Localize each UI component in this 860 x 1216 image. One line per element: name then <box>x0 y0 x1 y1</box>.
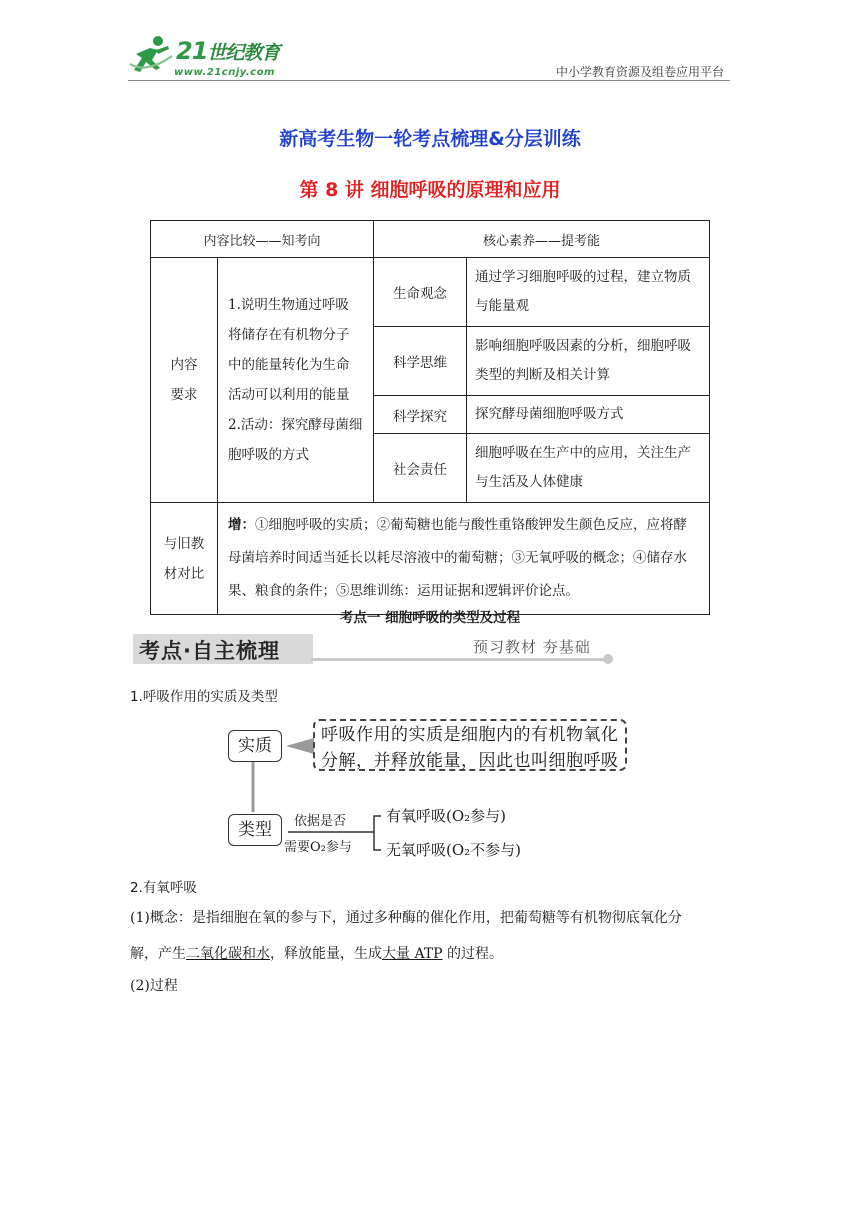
literacy-description: 影响细胞呼吸因素的分析，细胞呼吸类型的判断及相关计算 <box>467 327 710 396</box>
logo-number: 21 <box>176 37 208 65</box>
anaerobic-type: 无氧呼吸(O₂不参与) <box>386 841 522 859</box>
comparison-content <box>218 503 710 615</box>
aerobic-type: 有氧呼吸(O₂参与) <box>386 807 507 825</box>
lesson-title: 第 8 讲 细胞呼吸的原理和应用 <box>299 179 561 201</box>
underlined-answer: 大量 ATP <box>382 946 443 962</box>
process-heading: (2)过程 <box>130 978 178 994</box>
header-divider <box>128 80 730 81</box>
requirement-line: 2.活动：探究酵母菌细 <box>228 417 363 433</box>
banner-subtitle: 预习教材 夯基础 <box>473 638 591 656</box>
table-row <box>151 258 710 327</box>
header-platform-text: 中小学教育资源及组卷应用平台 <box>555 65 724 79</box>
added-content: ①细胞呼吸的实质；②葡萄糖也能与酸性重铬酸钾发生颜色反应，应将酵母菌培养时间适当延长以耗尽溶液中的葡萄糖；③无氧呼吸的概念；④储存水果、粮食的条件；⑤思维训练：运用证据和逻辑评价论点。 <box>228 517 687 599</box>
added-label: 增： <box>228 517 255 533</box>
literacy-description: 通过学习细胞呼吸的过程，建立物质与能量观 <box>467 258 710 327</box>
text-run: 的过程。 <box>442 946 504 962</box>
underlined-answer: 二氧化碳和水 <box>186 946 270 962</box>
essence-line: 呼吸作用的实质是细胞内的有机物氧化 <box>321 725 619 745</box>
literacy-category: 科学思维 <box>374 327 467 396</box>
requirement-line: 将储存在有机物分子 <box>228 327 350 343</box>
requirement-label-line: 要求 <box>170 387 198 403</box>
table-header-row <box>151 221 710 258</box>
page-header <box>128 30 730 84</box>
paragraph-line: (1)概念：是指细胞在氧的参与下，通过多种酶的催化作用，把葡萄糖等有机物彻底氧化分 <box>130 910 682 926</box>
literacy-category: 生命观念 <box>374 258 467 327</box>
literacy-category: 科学探究 <box>374 396 467 434</box>
requirement-content <box>218 258 374 503</box>
concept-paragraph <box>130 900 730 972</box>
paragraph-line <box>130 936 730 972</box>
requirement-label <box>151 258 218 503</box>
text-run: ，释放能量，生成 <box>270 946 382 962</box>
comparison-label-line: 与旧教 <box>163 535 205 552</box>
literacy-category: 社会责任 <box>374 434 467 503</box>
section-title: 考点一 细胞呼吸的类型及过程 <box>339 610 521 626</box>
banner-title: 考点·自主梳理 <box>139 639 280 663</box>
literacy-description: 探究酵母菌细胞呼吸方式 <box>467 396 710 434</box>
comparison-label-line: 材对比 <box>163 565 205 582</box>
text-run: 解，产生 <box>130 946 186 962</box>
literacy-description: 细胞呼吸在生产中的应用，关注生产与生活及人体健康 <box>467 434 710 503</box>
basis-line: 需要O₂参与 <box>284 840 352 855</box>
page-title: 新高考生物一轮考点梳理&分层训练 <box>279 128 581 150</box>
section-banner <box>133 632 613 668</box>
comparison-label <box>151 503 218 615</box>
requirement-line: 胞呼吸的方式 <box>228 447 309 463</box>
table-row <box>151 503 710 615</box>
banner-dot-icon <box>603 654 613 664</box>
content-comparison-table <box>150 220 710 615</box>
requirement-line: 中的能量转化为生命 <box>228 357 350 373</box>
subsection-heading: 1.呼吸作用的实质及类型 <box>130 689 278 705</box>
site-logo <box>128 34 298 82</box>
logo-url: www.21cnjy.com <box>174 67 275 78</box>
type-box: 类型 <box>228 814 282 846</box>
essence-line: 分解，并释放能量，因此也叫细胞呼吸 <box>321 751 619 771</box>
table-header-left: 内容比较——知考向 <box>151 221 374 258</box>
essence-text <box>313 719 627 771</box>
requirement-label-line: 内容 <box>170 357 198 373</box>
banner-rule <box>311 658 607 661</box>
basis-line: 依据是否 <box>294 814 347 829</box>
requirement-line: 1.说明生物通过呼吸 <box>228 297 349 313</box>
runner-icon <box>128 34 174 78</box>
logo-name: 世纪教育 <box>207 42 280 64</box>
requirement-line: 活动可以利用的能量 <box>228 387 350 403</box>
subsection-heading: 2.有氧呼吸 <box>130 880 197 896</box>
table-header-right: 核心素养——提考能 <box>374 221 710 258</box>
respiration-diagram <box>226 716 636 866</box>
essence-box: 实质 <box>228 730 282 762</box>
